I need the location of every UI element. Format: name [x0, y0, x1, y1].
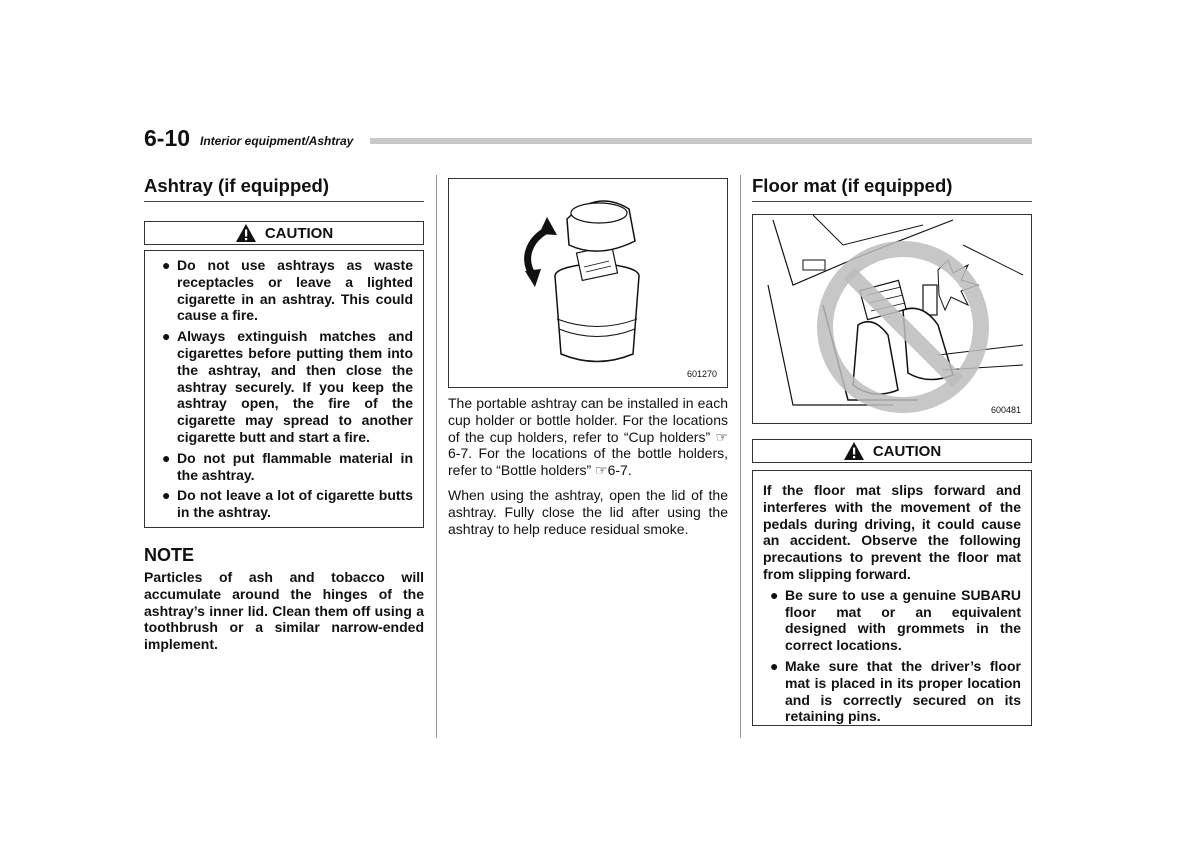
- note-title: NOTE: [144, 545, 195, 565]
- floor-mat-caution-box: [752, 470, 1032, 726]
- ashtray-caution-header: [144, 221, 424, 245]
- caution-item: ● Always extinguish matches and cigarettes before putting them into the ashtray, and then close the ashtray securely. If you keep the ashtray open, the fire of the cigarette may spread to another cigarette butt and start a fire.: [162, 328, 413, 445]
- ashtray-heading: [144, 173, 424, 202]
- floor-mat-caution-list: [763, 587, 1021, 725]
- caution-item: ● Be sure to use a genuine SUBARU floor mat or an equivalent designed with grommets in the correct locations.: [770, 586, 1021, 654]
- caution-item: ● Make sure that the driver’s floor mat is placed in its proper location and is correctly secured on its retaining pins.: [770, 657, 1021, 725]
- floor-mat-caution-header: [752, 439, 1032, 463]
- caution-item: ● Do not leave a lot of cigarette butts in the ashtray.: [162, 487, 413, 521]
- ashtray-illustration: [449, 179, 727, 387]
- ashtray-caution-list: [155, 257, 413, 521]
- ashtray-description: [448, 395, 728, 545]
- floor-mat-title: Floor mat (if equipped): [752, 175, 953, 196]
- floor-mat-figure: [752, 214, 1032, 424]
- ashtray-figure-code: 601270: [686, 369, 717, 379]
- warning-icon: [235, 223, 257, 243]
- caution-label: CAUTION: [872, 442, 942, 460]
- floor-mat-figure-code: 600481: [990, 405, 1021, 415]
- ashtray-title: Ashtray (if equipped): [144, 175, 330, 196]
- page-number: 6-10: [144, 125, 191, 151]
- ashtray-figure: [448, 178, 728, 388]
- ashtray-caution-box: [144, 250, 424, 528]
- ashtray-paragraph-1: The portable ashtray can be installed in each cup holder or bottle holder. For the locations of the cup holders, refer to “Cup holders” ☞6-7. For the locations of the bottle holders, refer to “Bottle holders” ☞6-7.: [448, 395, 728, 479]
- caution-item: ● Do not put flammable material in the ashtray.: [162, 449, 413, 483]
- floor-mat-illustration: [753, 215, 1031, 423]
- caution-item: ● Do not use ashtrays as waste receptacles or leave a lighted cigarette in an ashtray. This could cause a fire.: [162, 257, 413, 324]
- header-rule: [370, 138, 1032, 144]
- ashtray-paragraph-2: When using the ashtray, open the lid of the ashtray. Fully close the lid after using the ashtray to help reduce residual smoke.: [448, 486, 728, 537]
- section-name: Interior equipment/Ashtray: [200, 134, 354, 148]
- caution-label: CAUTION: [264, 224, 334, 242]
- page-header: [144, 125, 1032, 153]
- column-divider-left: [436, 175, 437, 738]
- floor-mat-caution-intro: If the floor mat slips forward and interferes with the movement of the pedals during driving, it could cause an accident. Observe the following precautions to prevent the floor mat from slipping forward.: [763, 482, 1021, 582]
- note-text: Particles of ash and tobacco will accumulate around the hinges of the ashtray’s inner lid. Clean them off using a toothbrush or a similar narrow-ended implement.: [144, 569, 424, 653]
- column-divider-right: [740, 175, 741, 738]
- floor-mat-heading: [752, 173, 1032, 202]
- warning-icon: [843, 441, 865, 461]
